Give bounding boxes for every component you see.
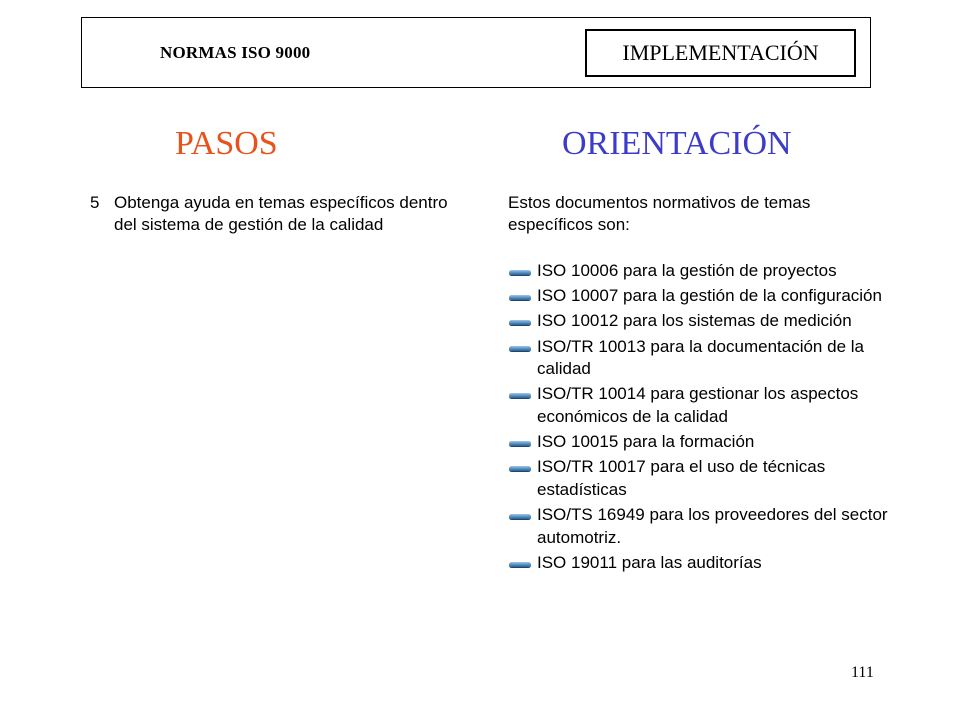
list-item [507,504,897,549]
orientation-title: ORIENTACIÓN [562,125,792,162]
header-title: NORMAS ISO 9000 [160,43,311,62]
list-item-text: ISO 10012 para los sistemas de medición [537,311,852,331]
step-text: Obtenga ayuda en temas específicos dentro del sistema de gestión de la calidad [114,193,448,234]
pen-bullet-icon [507,431,533,453]
pen-bullet-icon [507,336,533,358]
pen-bullet-icon [507,552,533,574]
list-item [507,336,897,381]
pen-bullet-icon [507,310,533,332]
list-item-text: ISO/TS 16949 para los proveedores del sector automotriz. [537,505,888,547]
step-item [90,192,450,236]
pen-bullet-icon [507,504,533,526]
section-tag: IMPLEMENTACIÓN [585,29,856,77]
list-item [507,285,897,308]
iso-document-list [507,260,897,577]
pen-bullet-icon [507,456,533,478]
list-item-text: ISO 10015 para la formación [537,432,755,452]
list-item [507,431,897,454]
pen-bullet-icon [507,383,533,405]
pasos-title: PASOS [175,125,278,162]
list-item [507,456,897,501]
list-item-text: ISO 10007 para la gestión de la configuración [537,286,882,306]
list-item-text: ISO 10006 para la gestión de proyectos [537,261,837,280]
orientation-intro: Estos documentos normativos de temas específicos son: [508,193,811,234]
pen-bullet-icon [507,285,533,307]
list-item [507,383,897,428]
list-item-text: ISO/TR 10017 para el uso de técnicas estadísticas [537,457,826,499]
list-item-text: ISO 19011 para las auditorías [537,552,762,572]
pen-bullet-icon [507,260,533,282]
step-number: 5 [90,193,100,212]
list-item-text: ISO/TR 10014 para gestionar los aspectos económicos de la calidad [537,384,859,426]
list-item [507,310,897,333]
list-item [507,552,897,575]
page-number: 111 [851,664,874,681]
list-item-text: ISO/TR 10013 para la documentación de la calidad [537,336,864,379]
list-item [507,260,897,283]
